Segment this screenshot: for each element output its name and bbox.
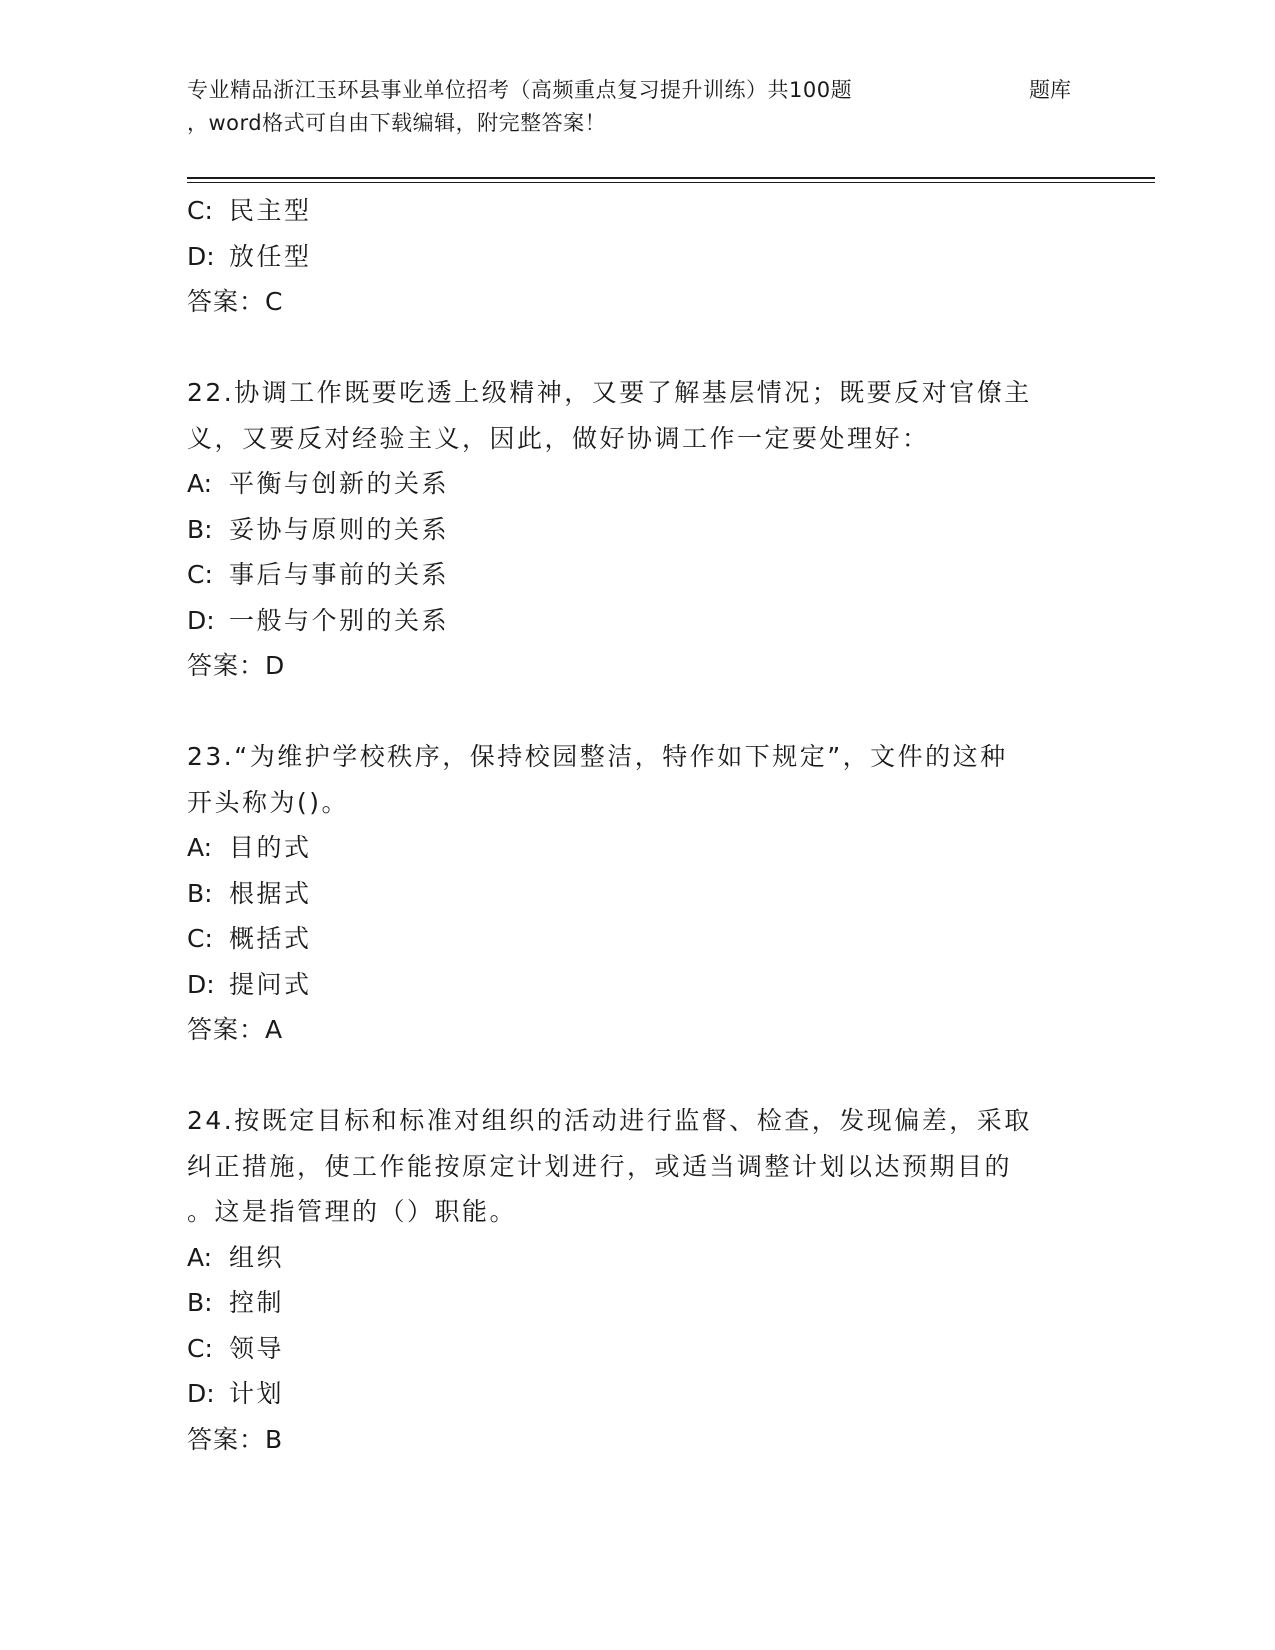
option-text: 领导 <box>229 1333 285 1363</box>
option-line <box>187 916 1087 962</box>
option-text: 目的式 <box>229 833 312 862</box>
option-line <box>187 188 1087 234</box>
question-content <box>187 188 1087 1462</box>
answer-line: 答案：A <box>187 1015 284 1044</box>
question-stem-line: 24.按既定目标和标准对组织的活动进行监督、检查，发现偏差，采取 <box>187 1106 1032 1135</box>
question-stem-line: 23.“为维护学校秩序，保持校园整洁，特作如下规定”，文件的这种 <box>187 742 1008 771</box>
header-rule-thick <box>187 177 1155 179</box>
option-text: 控制 <box>229 1288 285 1317</box>
option-key: B: <box>187 878 213 908</box>
option-key: C: <box>187 560 213 589</box>
option-key: B: <box>187 1288 213 1317</box>
option-key: D: <box>187 605 215 635</box>
option-key: B: <box>187 514 213 544</box>
answer-line: 答案：B <box>187 1424 284 1454</box>
option-line <box>187 598 1087 644</box>
option-line <box>187 552 1087 598</box>
question-stem-line: 纠正措施，使工作能按原定计划进行，或适当调整计划以达预期目的 <box>187 1151 1013 1181</box>
question-stem-line: 开头称为()。 <box>187 787 350 817</box>
header-rule-thin <box>187 182 1155 183</box>
option-text: 平衡与创新的关系 <box>229 469 450 498</box>
header-title-line1: 专业精品浙江玉环县事业单位招考（高频重点复习提升训练）共100题 <box>187 78 853 102</box>
option-line <box>187 507 1087 553</box>
option-text: 事后与事前的关系 <box>229 560 450 589</box>
option-key: D: <box>187 969 215 999</box>
option-line <box>187 1371 1087 1417</box>
option-text: 根据式 <box>229 878 312 908</box>
spacer <box>187 325 1087 371</box>
option-text: 放任型 <box>229 241 312 271</box>
option-key: C: <box>187 196 213 225</box>
question-stem-line: 。这是指管理的（）职能。 <box>187 1197 518 1226</box>
option-text: 组织 <box>229 1242 285 1272</box>
question-stem-line: 义，又要反对经验主义，因此，做好协调工作一定要处理好： <box>187 423 930 453</box>
option-key: C: <box>187 1333 213 1363</box>
spacer <box>187 689 1087 735</box>
page-header <box>187 74 1187 144</box>
option-key: A: <box>187 1242 213 1272</box>
option-line <box>187 1326 1087 1372</box>
option-line <box>187 1235 1087 1281</box>
option-key: D: <box>187 1379 215 1408</box>
option-key: A: <box>187 833 213 862</box>
header-title-line2: ，word格式可自由下载编辑，附完整答案！ <box>187 111 607 135</box>
answer-line: 答案：C <box>187 287 284 316</box>
header-title-right: 题库 <box>1029 78 1071 102</box>
option-line <box>187 962 1087 1008</box>
option-text: 民主型 <box>229 196 312 225</box>
option-line <box>187 1280 1087 1326</box>
option-text: 提问式 <box>229 969 312 999</box>
option-text: 计划 <box>229 1379 285 1408</box>
option-text: 妥协与原则的关系 <box>229 514 450 544</box>
question-stem-line: 22.协调工作既要吃透上级精神，又要了解基层情况；既要反对官僚主 <box>187 378 1032 407</box>
option-key: A: <box>187 469 213 498</box>
option-key: C: <box>187 924 213 953</box>
option-line <box>187 234 1087 280</box>
option-line <box>187 461 1087 507</box>
option-text: 概括式 <box>229 924 312 953</box>
spacer <box>187 1053 1087 1099</box>
option-line <box>187 825 1087 871</box>
answer-line: 答案：D <box>187 651 286 680</box>
option-text: 一般与个别的关系 <box>229 605 450 635</box>
option-line <box>187 871 1087 917</box>
option-key: D: <box>187 241 215 271</box>
